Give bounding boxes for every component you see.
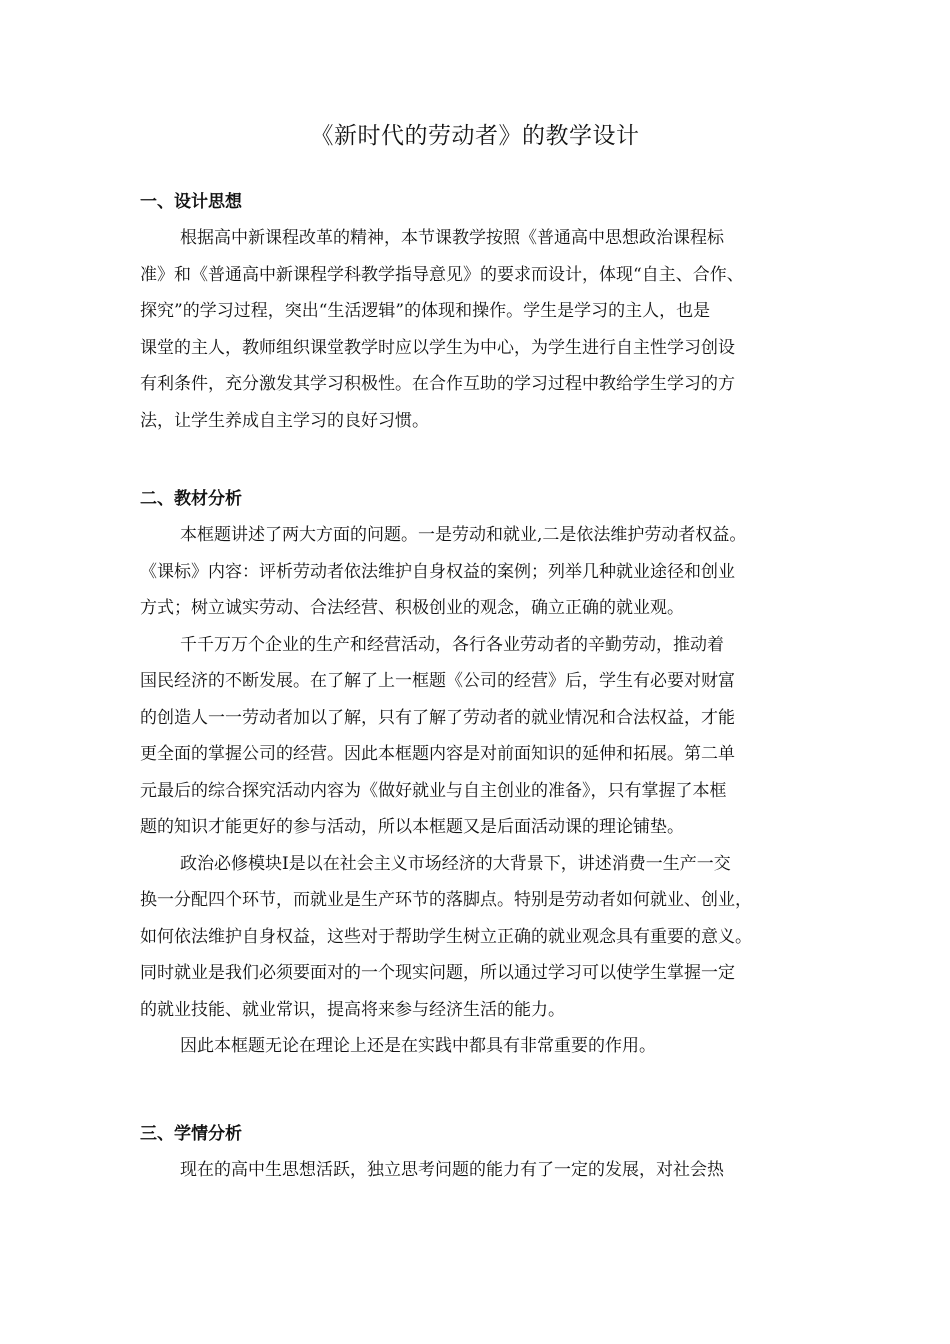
paragraph	[140, 627, 820, 846]
text-line: 根据高中新课程改革的精神，本节课教学按照《普通高中思想政治课程标	[180, 228, 724, 248]
text-line: 现在的高中生思想活跃，独立思考问题的能力有了一定的发展，对社会热	[180, 1160, 724, 1180]
paragraph	[140, 517, 820, 627]
text-line: 方式；树立诚实劳动、合法经营、积极创业的观念，确立正确的就业观。	[140, 598, 684, 618]
paragraph	[140, 220, 820, 439]
section-textbook-analysis	[140, 487, 820, 1065]
paragraph	[140, 1152, 820, 1189]
text-line: 同时就业是我们必须要面对的一个现实问题，所以通过学习可以使学生掌握一定	[140, 963, 735, 983]
text-line: 千千万万个企业的生产和经营活动，各行各业劳动者的辛勤劳动，推动着	[180, 634, 724, 655]
section-heading: 三、学情分析	[140, 1124, 242, 1144]
section-design-thought	[140, 190, 820, 439]
text-line: 元最后的综合探究活动内容为《做好就业与自主创业的准备》，只有掌握了本框	[140, 780, 727, 801]
text-line: 的就业技能、就业常识，提高将来参与经济生活的能力。	[140, 999, 565, 1020]
text-line: 课堂的主人，教师组织课堂教学时应以学生为中心，为学生进行自主性学习创设	[140, 337, 735, 358]
text-line: 准》和《普通高中新课程学科教学指导意见》的要求而设计，体现“自主、合作、	[140, 264, 744, 285]
text-line: 更全面的掌握公司的经营。因此本框题内容是对前面知识的延伸和拓展。第二单	[140, 744, 735, 764]
section-heading: 一、设计思想	[140, 192, 242, 212]
text-line: 因此本框题无论在理论上还是在实践中都具有非常重要的作用。	[180, 1036, 656, 1056]
text-line: 的创造人一一劳动者加以了解，只有了解了劳动者的就业情况和合法权益，才能	[140, 707, 735, 728]
text-line: 《课标》内容：评析劳动者依法维护自身权益的案例；列举几种就业途径和创业	[140, 561, 735, 582]
text-line: 法，让学生养成自主学习的良好习惯。	[140, 410, 429, 431]
document-title: 《新时代的劳动者》的教学设计	[310, 123, 640, 149]
section-student-analysis	[140, 1122, 820, 1189]
text-line: 探究”的学习过程，突出“生活逻辑”的体现和操作。学生是学习的主人，也是	[140, 301, 711, 321]
section-heading: 二、教材分析	[140, 489, 242, 509]
paragraph	[140, 846, 820, 1029]
text-line: 政治必修模块Ⅰ是以在社会主义市场经济的大背景下，讲述消费一生产一交	[180, 853, 731, 874]
paragraph	[140, 1028, 820, 1065]
text-line: 如何依法维护自身权益，这些对于帮助学生树立正确的就业观念具有重要的意义。	[140, 926, 752, 947]
text-line: 本框题讲述了两大方面的问题。一是劳动和就业,二是依法维护劳动者权益。	[180, 525, 747, 545]
text-line: 有利条件，充分激发其学习积极性。在合作互助的学习过程中教给学生学习的方	[140, 374, 735, 394]
text-line: 国民经济的不断发展。在了解了上一框题《公司的经营》后，学生有必要对财富	[140, 671, 735, 691]
text-line: 题的知识才能更好的参与活动，所以本框题又是后面活动课的理论铺垫。	[140, 817, 684, 837]
text-line: 换一分配四个环节，而就业是生产环节的落脚点。特别是劳动者如何就业、创业，	[140, 890, 752, 910]
